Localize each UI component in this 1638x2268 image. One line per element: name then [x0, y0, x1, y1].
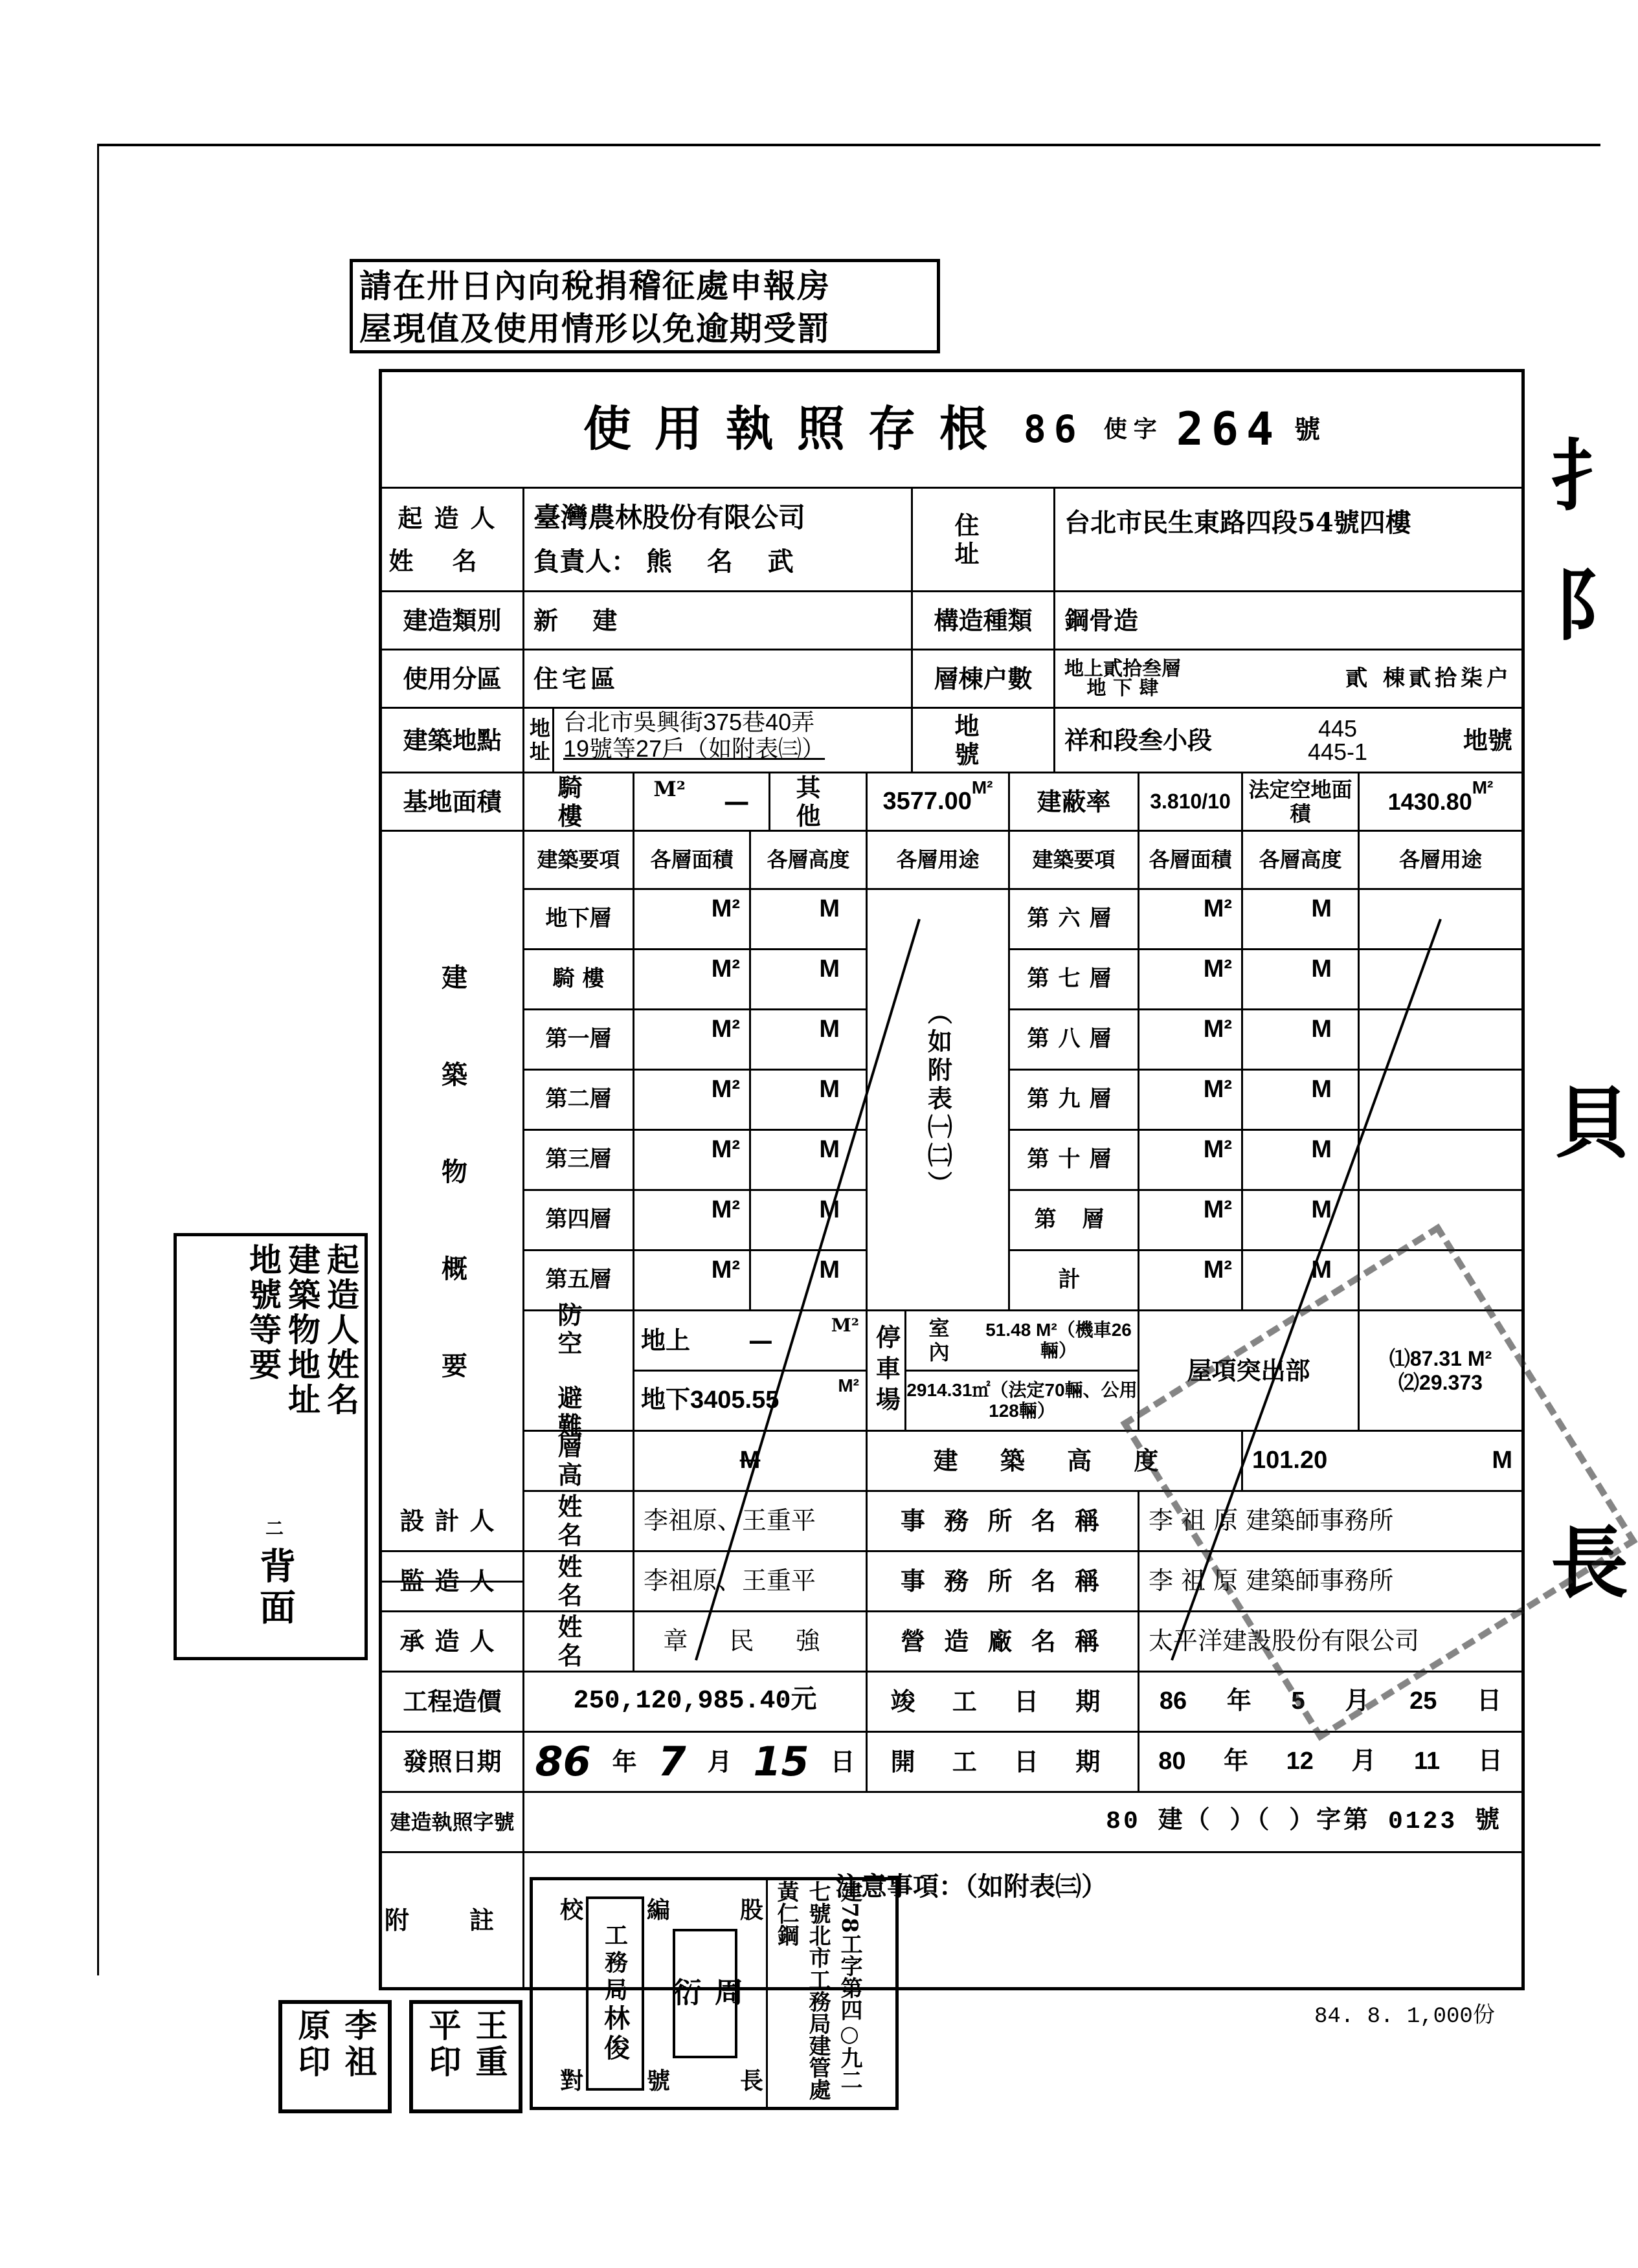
cost-label: 工程造價	[382, 1673, 524, 1733]
floor-area-right: M²	[1139, 1251, 1243, 1311]
strike-right-area	[1172, 919, 1441, 1660]
floor-label-left: 第五層	[524, 1251, 634, 1311]
seal-wang-text: 王重平印	[423, 2008, 509, 2081]
open-space-value: 1430.80	[1387, 788, 1472, 815]
stamp-label-hao: 號	[646, 2067, 670, 2095]
lot-no-1: 445	[1318, 715, 1358, 742]
floor-label-right: 第九層	[1010, 1071, 1139, 1131]
permit-number: 264	[1176, 403, 1282, 456]
structure-value: 鋼骨造	[1055, 592, 1521, 650]
open-space-label: 法定空地面積	[1243, 773, 1360, 832]
hdr-item-left: 建築要項	[524, 832, 634, 890]
issue-year-char: 年	[612, 1747, 637, 1777]
hdr-use-left: 各層用途	[868, 832, 1010, 890]
arcade-label: 騎 樓	[524, 773, 634, 832]
shelter-below-value: 地下3405.55	[641, 1386, 780, 1414]
floor-height-right: M	[1243, 890, 1360, 950]
floor-area-right: M²	[1139, 890, 1243, 950]
lot-label: 地 號	[913, 709, 1055, 773]
storey-height-value: M	[634, 1432, 868, 1492]
coverage-value: 3.810/10	[1139, 773, 1243, 832]
cost-value: 250,120,985.40元	[524, 1673, 868, 1733]
hdr-height-left: 各層高度	[751, 832, 868, 890]
designer-label: 設計人	[382, 1492, 524, 1552]
parking-outdoor-value: 2914.31㎡（法定70輛、公用128輛）	[906, 1372, 1139, 1432]
open-space-unit: M²	[1472, 777, 1494, 797]
structure-label: 構造種類	[913, 592, 1055, 650]
designer-office: 李 祖 原 建築師事務所	[1139, 1492, 1521, 1552]
remarks-label: 附 註	[382, 1853, 524, 1987]
parking-label: 停車場	[871, 1324, 901, 1418]
side-col-3: 地號等要	[244, 1243, 282, 1383]
site-label: 建築地點	[382, 709, 524, 773]
floor-area-right: M²	[1139, 1010, 1243, 1071]
other-label: 其 他	[770, 773, 868, 832]
side-note-two: 二	[265, 1518, 284, 1539]
floors-below: 地 下 肆	[1086, 676, 1159, 700]
supervisor-label: 監造人	[382, 1552, 524, 1612]
build-permit-label: 建造執照字號	[382, 1793, 524, 1853]
supervisor-office-label: 事 務 所 名 稱	[868, 1552, 1139, 1612]
floors-above: 地上貳拾叁層	[1064, 657, 1181, 680]
hdr-height-right: 各層高度	[1243, 832, 1360, 890]
start-year: 80	[1158, 1748, 1186, 1775]
owner-address-label: 住 址	[913, 489, 1055, 592]
remarks-note: 注意事項：（如附表㈢）	[835, 1871, 1107, 1902]
owner-label-top: 起造人	[398, 503, 507, 533]
stamp-label-zhang: 長	[740, 2067, 764, 2095]
side-col-2: 建築物地址	[283, 1243, 321, 1418]
side-col-1: 起造人姓名	[322, 1243, 360, 1418]
building-height-unit: M	[1492, 1447, 1512, 1474]
floor-area-left: M²	[634, 1131, 751, 1191]
zone-label: 使用分區	[382, 650, 524, 709]
build-permit-value: 80 建（ ）（ ）字第 0123 號	[524, 1793, 1521, 1853]
shelter-above-unit: M²	[831, 1315, 859, 1336]
site-address-line2: 19號等27戶（如附表㈢）	[563, 735, 825, 762]
building-section-text: 建築物概要	[437, 963, 468, 1449]
floor-label-left: 第二層	[524, 1071, 634, 1131]
issue-month: 7	[658, 1738, 686, 1786]
storey-height-label: 層 高	[524, 1432, 634, 1492]
floor-height-right: M	[1243, 1071, 1360, 1131]
floor-height-right: M	[1243, 1131, 1360, 1191]
contractor-name: 章 民 強	[634, 1612, 868, 1673]
owner-rep-name: 熊 名 武	[645, 546, 807, 577]
stamp-label-dui: 對	[559, 2067, 583, 2095]
floor-label-right: 第八層	[1010, 1010, 1139, 1071]
floor-area-right: M²	[1139, 1191, 1243, 1251]
shelter-label-2: 避 難	[557, 1383, 600, 1441]
start-month: 12	[1286, 1748, 1314, 1775]
site-address-line1: 台北市吳興街375巷40弄	[563, 709, 815, 735]
building-height-value: 101.20	[1252, 1447, 1328, 1474]
contractor-firm-label: 營 造 廠 名 稱	[868, 1612, 1139, 1673]
permit-prefix: 使字	[1103, 415, 1163, 443]
floor-area-right: M²	[1139, 1071, 1243, 1131]
arcade-value: —	[723, 786, 750, 817]
start-month-char: 月	[1351, 1748, 1376, 1775]
floor-height-left: M	[751, 950, 868, 1010]
floor-area-right: M²	[1139, 1131, 1243, 1191]
complete-month-char: 月	[1345, 1687, 1370, 1715]
hdr-area-left: 各層面積	[634, 832, 751, 890]
floor-label-left: 第四層	[524, 1191, 634, 1251]
edge-glyph-4: 長	[1551, 1518, 1628, 1609]
floor-height-left: M	[751, 1071, 868, 1131]
shelter-label-1: 防 空	[557, 1300, 600, 1358]
site-sublabel: 地址	[524, 709, 554, 773]
lot-no-2: 445-1	[1307, 738, 1368, 765]
issue-day: 15	[753, 1738, 809, 1786]
complete-year: 86	[1159, 1687, 1187, 1715]
floors-label: 層棟户數	[913, 650, 1055, 709]
parking-indoor-value: 51.48 M²（機車26輛）	[985, 1319, 1132, 1361]
complete-month: 5	[1291, 1687, 1305, 1715]
supervisor-office: 李 祖 原 建築師事務所	[1139, 1552, 1521, 1612]
stamp-zhou-text: 周	[710, 1977, 743, 2010]
designer-name-label: 姓 名	[524, 1492, 634, 1552]
other-value: 3577.00	[882, 787, 972, 815]
stamp-lin-name: 林俊	[600, 2005, 631, 2064]
stamp-label-bian: 編	[646, 1896, 670, 1924]
shelter-above-label: 地上	[641, 1326, 691, 1355]
floor-height-right: M	[1243, 1251, 1360, 1311]
contractor-name-label: 姓 名	[524, 1612, 634, 1673]
lot-suffix: 地號	[1463, 725, 1512, 755]
floor-label-left: 地下層	[524, 890, 634, 950]
floor-label-right: 第七層	[1010, 950, 1139, 1010]
floor-label-left: 騎 樓	[524, 950, 634, 1010]
floor-height-right: M	[1243, 1010, 1360, 1071]
contractor-firm: 太平洋建設股份有限公司	[1139, 1612, 1521, 1673]
floor-height-left: M	[751, 1131, 868, 1191]
complete-day: 25	[1409, 1687, 1437, 1715]
contractor-label: 承造人	[382, 1612, 524, 1673]
designer-name: 李祖原、王重平	[634, 1492, 868, 1552]
hdr-item-right: 建築要項	[1010, 832, 1139, 890]
supervisor-name-label: 姓 名	[524, 1552, 634, 1612]
floor-label-right: 第十層	[1010, 1131, 1139, 1191]
floor-area-left: M²	[634, 1071, 751, 1131]
floor-area-left: M²	[634, 1010, 751, 1071]
floor-label-left: 第三層	[524, 1131, 634, 1191]
issue-day-char: 日	[830, 1747, 855, 1777]
stamp-bureau: 工務局	[601, 1923, 629, 2005]
floor-label-left: 第一層	[524, 1010, 634, 1071]
parking-indoor-label: 室 內	[928, 1316, 956, 1364]
arcade-unit: M²	[653, 777, 686, 801]
use-note: （如附表㈠㈡）	[923, 1000, 953, 1199]
form-title: 使用執照存根	[583, 401, 1011, 457]
complete-label: 竣 工 日 期	[868, 1673, 1139, 1733]
roof-value-2: ⑵29.373	[1398, 1370, 1483, 1394]
owner-rep-label: 負責人：	[533, 546, 637, 577]
start-day: 11	[1413, 1748, 1441, 1775]
floor-area-right: M²	[1139, 950, 1243, 1010]
buildings-count: 貳 棟貳拾柒户	[1345, 665, 1512, 691]
edge-glyph-1: 扌	[1551, 430, 1628, 522]
zone-value: 住宅區	[524, 650, 913, 709]
complete-year-char: 年	[1226, 1687, 1251, 1715]
type-label: 建造類別	[382, 592, 524, 650]
floor-area-left: M²	[634, 1251, 751, 1311]
seal-li-text: 李祖原印	[293, 2008, 378, 2081]
floor-area-left: M²	[634, 950, 751, 1010]
lot-section: 祥和段叁小段	[1064, 725, 1213, 755]
approval-text: 建78工字第四○九二七號北市工務局建管處黃仁鋼	[766, 1880, 868, 2107]
owner-label-bottom: 姓名	[388, 546, 516, 575]
edge-glyph-2: 阝	[1554, 560, 1632, 651]
owner-company: 臺灣農林股份有限公司	[533, 502, 806, 534]
notice-line-1: 請在卅日內向稅捐稽征處申報房	[359, 267, 831, 305]
site-area-label: 基地面積	[382, 773, 524, 832]
floor-height-right: M	[1243, 1191, 1360, 1251]
notice-line-2: 屋現值及使用情形以免逾期受罰	[359, 309, 831, 348]
floor-height-right: M	[1243, 950, 1360, 1010]
stamp-label-gu: 股	[740, 1896, 764, 1924]
hdr-use-right: 各層用途	[1360, 832, 1521, 890]
building-height-label: 建 築 高 度	[868, 1432, 1243, 1492]
floor-area-left: M²	[634, 1191, 751, 1251]
floor-height-left: M	[751, 890, 868, 950]
floor-height-left: M	[751, 1251, 868, 1311]
start-label: 開 工 日 期	[868, 1733, 1139, 1793]
issue-label: 發照日期	[382, 1733, 524, 1793]
designer-office-label: 事 務 所 名 稱	[868, 1492, 1139, 1552]
floor-label-right: 第 層	[1010, 1191, 1139, 1251]
floor-height-left: M	[751, 1191, 868, 1251]
owner-address: 台北市民生東路四段54號四樓	[1055, 489, 1521, 592]
floor-height-left: M	[751, 1010, 868, 1071]
start-year-char: 年	[1224, 1748, 1249, 1775]
print-note: 84. 8. 1,000份	[1314, 2005, 1495, 2029]
shelter-below-unit: M²	[838, 1375, 859, 1395]
floor-area-left: M²	[634, 890, 751, 950]
edge-glyph-3: 貝	[1554, 1078, 1632, 1169]
hdr-area-right: 各層面積	[1139, 832, 1243, 890]
start-day-char: 日	[1477, 1748, 1503, 1775]
roof-value-1: ⑴87.31 M²	[1389, 1346, 1492, 1370]
shelter-above-value: —	[748, 1326, 773, 1355]
stamp-label-jiao: 校	[559, 1896, 583, 1924]
stamp-yan-text: 衍	[668, 1977, 701, 2010]
roof-label: 屋項突出部	[1139, 1311, 1360, 1432]
other-unit: M²	[971, 777, 993, 797]
permit-suffix: 號	[1294, 414, 1321, 445]
floor-label-right: 第六層	[1010, 890, 1139, 950]
type-value: 新 建	[524, 592, 913, 650]
strike-left-area	[696, 919, 919, 1660]
complete-day-char: 日	[1477, 1687, 1502, 1715]
issue-year: 86	[535, 1738, 591, 1786]
floor-label-right: 計	[1010, 1251, 1139, 1311]
coverage-label: 建蔽率	[1010, 773, 1139, 832]
supervisor-name: 李祖原、王重平	[634, 1552, 868, 1612]
issue-month-char: 月	[707, 1747, 732, 1777]
side-note-back: 背面	[254, 1547, 297, 1630]
permit-year: 86	[1023, 407, 1084, 452]
